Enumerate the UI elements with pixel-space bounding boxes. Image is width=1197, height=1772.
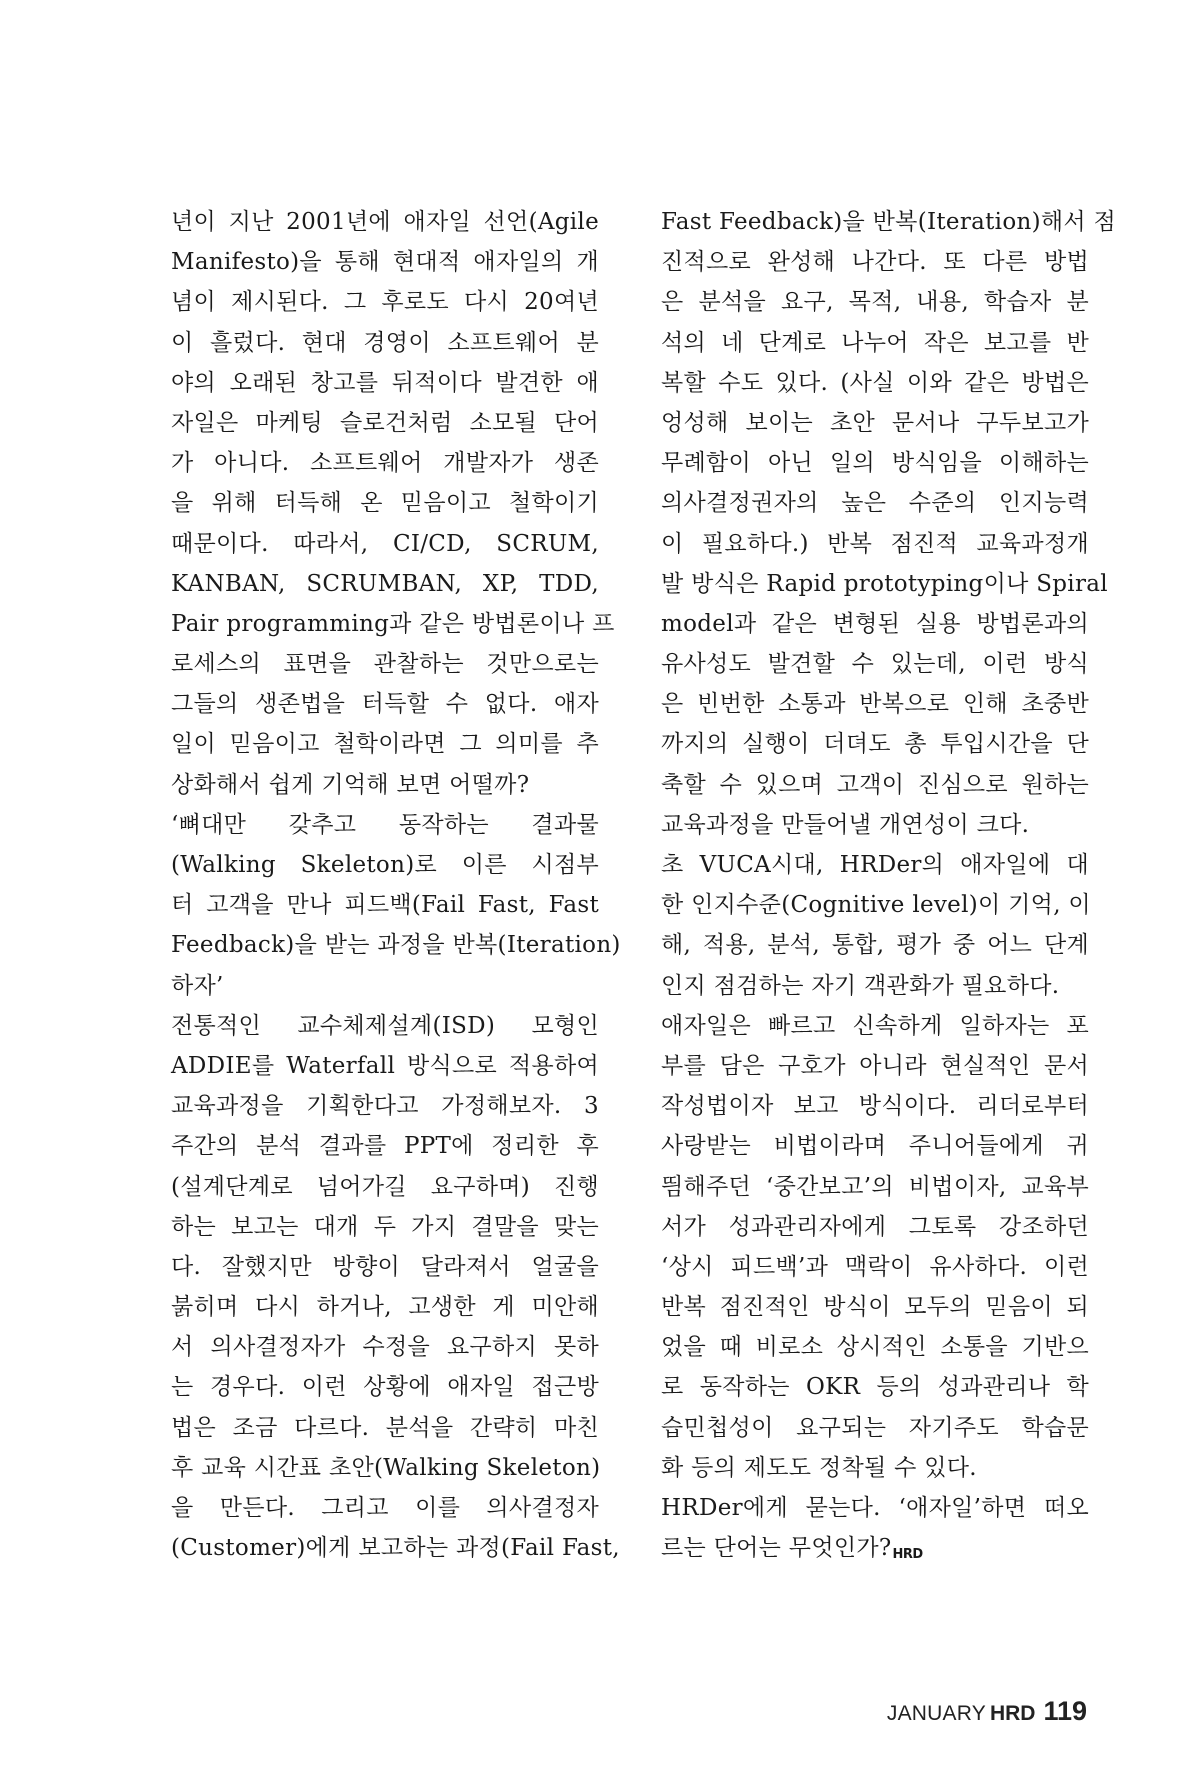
text-line-content: ADDIE를 Waterfall 방식으로 적용하여 — [171, 1052, 599, 1079]
text-line-content: KANBAN, SCRUMBAN, XP, TDD, — [171, 570, 599, 597]
text-line-content: 자일은 마케팅 슬로건처럼 소모될 단어 — [171, 409, 599, 436]
text-line — [661, 1367, 1089, 1407]
text-line-content: 그들의 생존법을 터득할 수 없다. 애자 — [171, 691, 599, 718]
text-line — [171, 1207, 599, 1247]
text-line-content: 인지 점검하는 자기 객관화가 필요하다. — [661, 972, 1060, 999]
text-line — [661, 564, 1108, 604]
text-line — [661, 443, 1089, 483]
text-line — [171, 925, 621, 965]
text-line-content: Pair programming과 같은 방법론이나 프 — [171, 610, 615, 637]
text-line — [171, 1367, 599, 1407]
page-footer — [887, 1696, 1087, 1727]
text-line-content: Fast Feedback)을 반복(Iteration)해서 점 — [661, 209, 1117, 235]
text-line — [171, 1247, 599, 1287]
text-line — [171, 644, 599, 684]
text-line-content: 로세스의 표면을 관찰하는 것만으로는 — [171, 651, 599, 678]
text-line-content: 부를 담은 구호가 아니라 현실적인 문서 — [661, 1052, 1089, 1079]
text-line-content: (Customer)에게 보고하는 과정(Fail Fast, — [171, 1535, 620, 1562]
text-line — [171, 1006, 599, 1046]
text-line-content: 유사성도 발견할 수 있는데, 이런 방식 — [661, 651, 1089, 678]
text-line — [661, 1046, 1089, 1086]
text-line-content: 다. 잘했지만 방향이 달라져서 얼굴을 — [171, 1253, 599, 1280]
text-line — [661, 1247, 1089, 1287]
text-line-content: 까지의 실행이 더뎌도 총 투입시간을 단 — [661, 731, 1089, 758]
text-line — [661, 1006, 1089, 1046]
text-line-content: 가 아니다. 소프트웨어 개발자가 생존 — [171, 450, 599, 477]
text-line-content: 념이 제시된다. 그 후로도 다시 20여년 — [171, 289, 599, 316]
text-line — [171, 966, 599, 1006]
text-line-content: 때문이다. 따라서, CI/CD, SCRUM, — [171, 530, 599, 557]
text-line — [661, 403, 1089, 443]
text-line-content: 교육과정을 만들어낼 개연성이 크다. — [661, 811, 1030, 838]
text-line — [171, 885, 599, 925]
text-line-content: ‘상시 피드백’과 맥락이 유사하다. 이런 — [661, 1253, 1089, 1280]
text-line — [661, 845, 1089, 885]
text-line-content: 하는 보고는 대개 두 가지 결말을 맞는 — [171, 1213, 599, 1240]
text-line — [171, 724, 599, 764]
text-line-content: model과 같은 변형된 실용 방법론과의 — [661, 610, 1089, 637]
text-line — [171, 564, 599, 604]
text-line-content: ‘뼈대만 갖추고 동작하는 결과물 — [171, 811, 599, 838]
text-line-content: 화 등의 제도도 정착될 수 있다. — [661, 1454, 977, 1481]
text-line-content: (설계단계로 넘어가길 요구하며) 진행 — [171, 1173, 599, 1200]
text-line-content: 석의 네 단계로 나누어 작은 보고를 반 — [661, 329, 1089, 356]
text-line — [171, 805, 599, 845]
text-line-content: Manifesto)을 통해 현대적 애자일의 개 — [171, 249, 599, 276]
text-line — [661, 684, 1089, 724]
text-line-content: 을 위해 터득해 온 믿음이고 철학이기 — [171, 490, 599, 517]
text-line — [171, 1046, 599, 1086]
text-line — [171, 1528, 620, 1568]
text-line-content: Feedback)을 받는 과정을 반복(Iteration) — [171, 932, 621, 959]
text-line-content: 년이 지난 2001년에 애자일 선언(Agile — [171, 209, 599, 235]
text-line-content: 상화해서 쉽게 기억해 보면 어떨까? — [171, 771, 530, 798]
text-line — [661, 724, 1089, 764]
text-line-content: (Walking Skeleton)로 이른 시점부 — [171, 852, 599, 878]
text-line — [171, 845, 599, 885]
text-line — [171, 1448, 599, 1488]
text-line — [661, 1167, 1089, 1207]
text-line — [661, 1488, 1089, 1528]
text-line — [171, 363, 599, 403]
text-line — [661, 202, 1117, 242]
text-line — [171, 1086, 599, 1126]
page-number: 119 — [1043, 1696, 1087, 1726]
article-column-right — [661, 202, 1117, 1568]
text-line-content: 서가 성과관리자에게 그토록 강조하던 — [661, 1213, 1089, 1240]
text-line — [171, 1167, 599, 1207]
text-line — [171, 483, 599, 523]
footer-magazine-name: HRD — [989, 1702, 1036, 1725]
text-line — [171, 1287, 599, 1327]
text-line — [661, 1448, 1089, 1488]
text-line-content: 붉히며 다시 하거나, 고생한 게 미안해 — [171, 1294, 599, 1321]
text-line — [661, 644, 1089, 684]
text-line — [661, 805, 1089, 845]
text-line — [661, 363, 1089, 403]
text-line — [171, 765, 599, 805]
text-line — [661, 604, 1089, 644]
text-line-content: 사랑받는 비법이라며 주니어들에게 귀 — [661, 1133, 1089, 1160]
text-line — [171, 1408, 599, 1448]
footer-month: JANUARY — [886, 1702, 986, 1725]
text-line-content: 는 경우다. 이런 상황에 애자일 접근방 — [171, 1374, 599, 1401]
text-line-content: 은 빈번한 소통과 반복으로 인해 초중반 — [661, 691, 1089, 718]
text-line-content: 일이 믿음이고 철학이라면 그 의미를 추 — [171, 731, 599, 758]
text-line — [661, 885, 1089, 925]
text-line — [661, 483, 1089, 523]
text-line-content: 초 VUCA시대, HRDer의 애자일에 대 — [661, 852, 1089, 878]
text-line — [171, 604, 615, 644]
text-line — [661, 966, 1089, 1006]
text-line-content: 주간의 분석 결과를 PPT에 정리한 후 — [171, 1133, 599, 1160]
text-line-content: HRDer에게 묻는다. ‘애자일’하면 떠오 — [661, 1495, 1089, 1521]
text-line — [661, 1528, 1089, 1568]
text-line — [661, 925, 1089, 965]
text-line-content: 전통적인 교수체제설계(ISD) 모형인 — [171, 1012, 599, 1039]
text-line-content: 었을 때 비로소 상시적인 소통을 기반으 — [661, 1334, 1089, 1361]
text-line-content: 습민첩성이 요구되는 자기주도 학습문 — [661, 1414, 1089, 1441]
text-line-content: 르는 단어는 무엇인가? — [661, 1535, 892, 1562]
text-line-content: 진적으로 완성해 나간다. 또 다른 방법 — [661, 249, 1089, 276]
text-line — [661, 242, 1089, 282]
text-line — [171, 202, 599, 242]
text-line-content: 서 의사결정자가 수정을 요구하지 못하 — [171, 1334, 599, 1361]
text-line-content: 이 흘렀다. 현대 경영이 소프트웨어 분 — [171, 329, 599, 356]
text-line-content: 의사결정권자의 높은 수준의 인지능력 — [661, 490, 1089, 517]
text-line — [171, 1126, 599, 1166]
end-mark-logo: HRD — [892, 1547, 923, 1563]
text-line — [171, 242, 599, 282]
text-line — [661, 1126, 1089, 1166]
text-line-content: 애자일은 빠르고 신속하게 일하자는 포 — [661, 1012, 1089, 1039]
text-line — [661, 1086, 1089, 1126]
text-line-content: 은 분석을 요구, 목적, 내용, 학습자 분 — [661, 289, 1089, 316]
text-line-content: 교육과정을 기획한다고 가정해보자. 3 — [171, 1093, 599, 1120]
article-column-left — [171, 202, 621, 1568]
text-line-content: 작성법이자 보고 방식이다. 리더로부터 — [661, 1093, 1089, 1120]
text-line — [661, 323, 1089, 363]
text-line-content: 터 고객을 만나 피드백(Fail Fast, Fast — [171, 892, 599, 919]
text-line — [661, 1408, 1089, 1448]
text-line — [171, 524, 599, 564]
text-line — [661, 524, 1089, 564]
text-line-content: 야의 오래된 창고를 뒤적이다 발견한 애 — [171, 369, 599, 396]
text-line — [661, 1327, 1089, 1367]
text-line — [171, 1327, 599, 1367]
text-line — [661, 1207, 1089, 1247]
text-line-content: 엉성해 보이는 초안 문서나 구두보고가 — [661, 409, 1089, 436]
text-line-content: 후 교육 시간표 초안(Walking Skeleton) — [171, 1454, 601, 1481]
text-line-content: 해, 적용, 분석, 통합, 평가 중 어느 단계 — [661, 932, 1089, 959]
text-line-content: 하자’ — [171, 972, 224, 999]
text-line — [661, 1287, 1089, 1327]
text-line — [171, 323, 599, 363]
text-line-content: 이 필요하다.) 반복 점진적 교육과정개 — [661, 530, 1089, 557]
text-line-content: 발 방식은 Rapid prototyping이나 Spiral — [661, 570, 1108, 597]
text-line-content: 법은 조금 다르다. 분석을 간략히 마친 — [171, 1414, 599, 1441]
text-line-content: 반복 점진적인 방식이 모두의 믿음이 되 — [661, 1294, 1089, 1321]
text-line-content: 한 인지수준(Cognitive level)이 기억, 이 — [661, 892, 1091, 919]
text-line-content: 무례함이 아닌 일의 방식임을 이해하는 — [661, 450, 1089, 477]
text-line-content: 을 만든다. 그리고 이를 의사결정자 — [171, 1495, 599, 1521]
text-line — [171, 282, 599, 322]
text-line — [661, 282, 1089, 322]
text-line-content: 복할 수도 있다. (사실 이와 같은 방법은 — [661, 369, 1089, 396]
text-line — [171, 443, 599, 483]
text-line — [171, 1488, 599, 1528]
text-line — [171, 684, 599, 724]
text-line — [661, 765, 1089, 805]
text-line — [171, 403, 599, 443]
text-line-content: 띔해주던 ‘중간보고’의 비법이자, 교육부 — [661, 1173, 1089, 1200]
text-line-content: 로 동작하는 OKR 등의 성과관리나 학 — [661, 1374, 1089, 1401]
text-line-content: 축할 수 있으며 고객이 진심으로 원하는 — [661, 771, 1089, 798]
